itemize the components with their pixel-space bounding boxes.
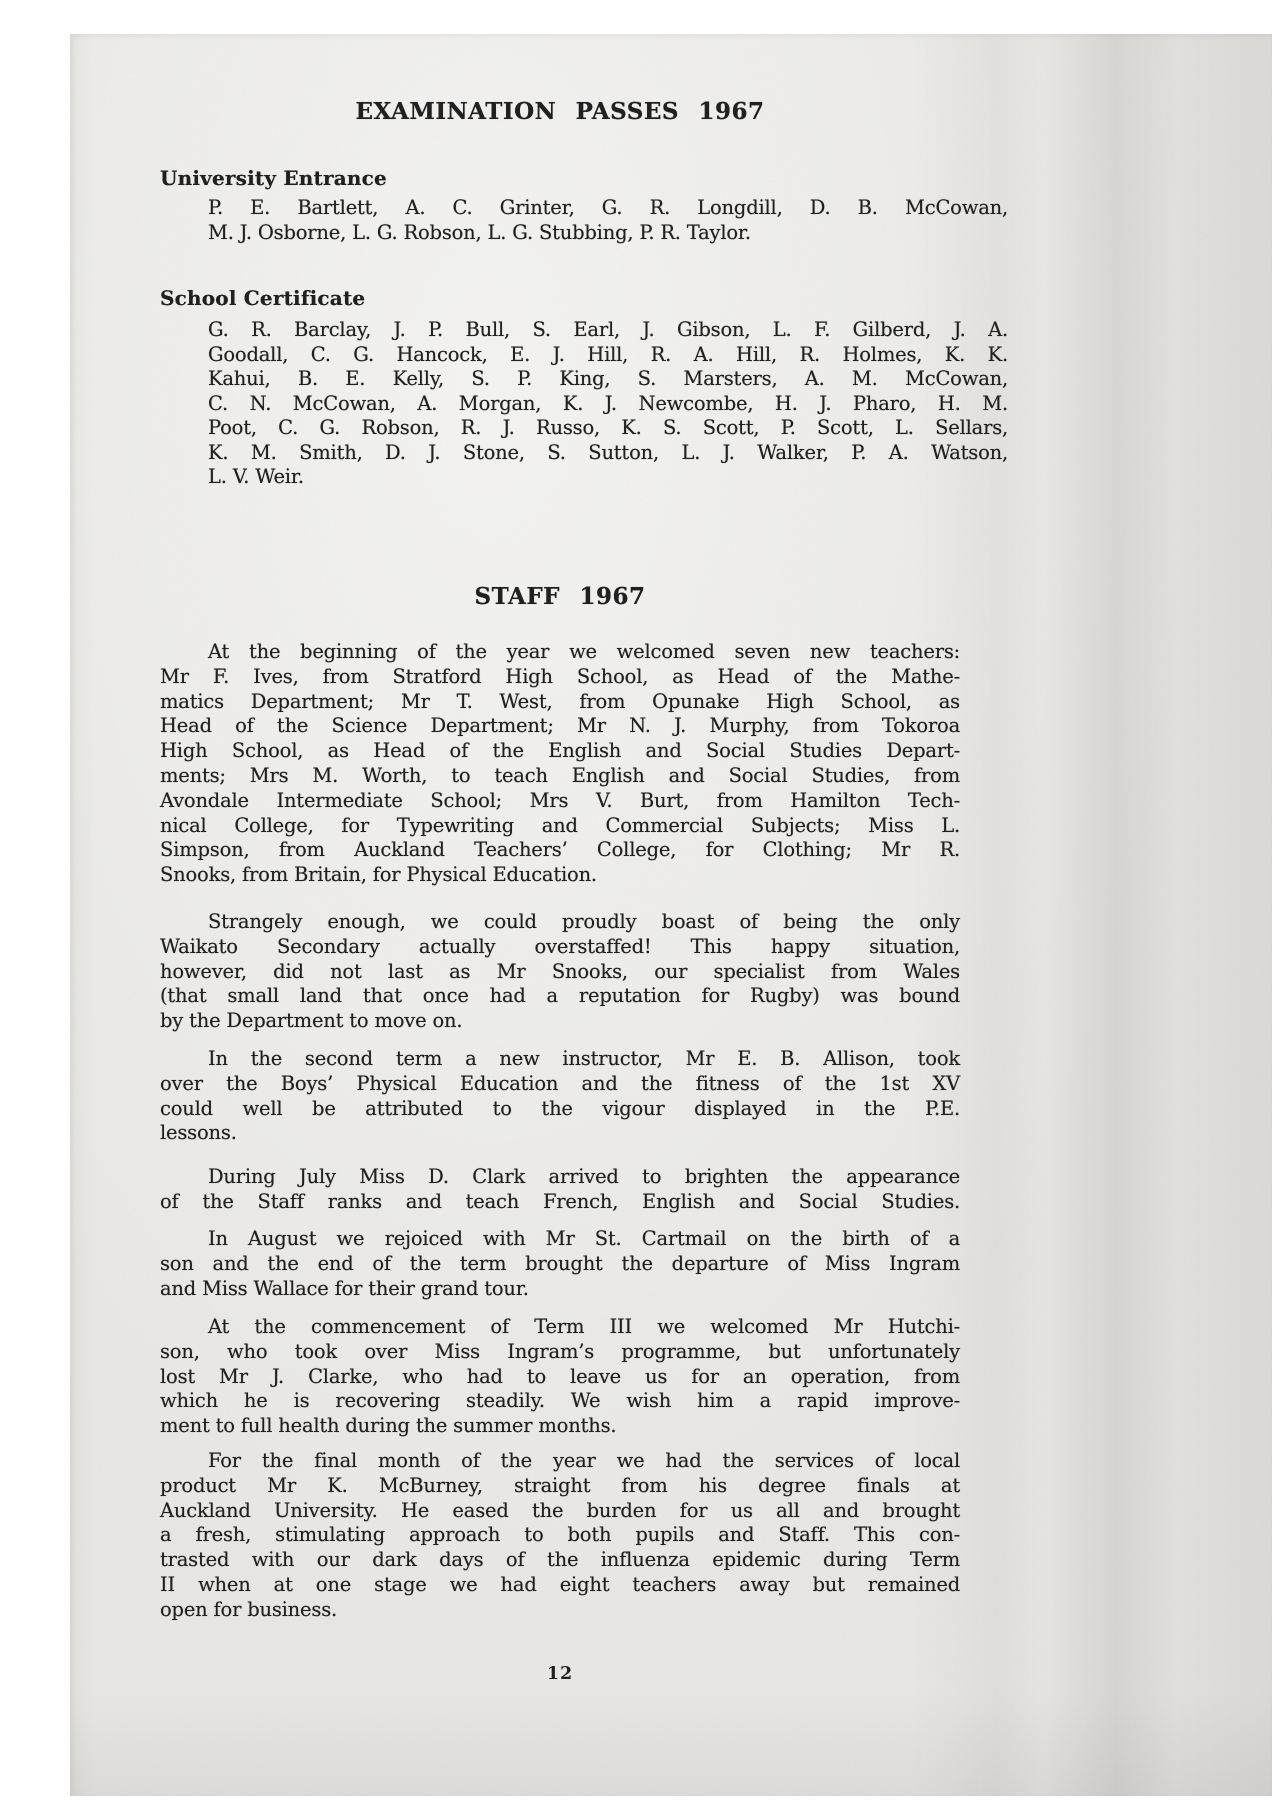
staff-paragraph-4 <box>160 1165 960 1215</box>
text-line: Poot, C. G. Robson, R. J. Russo, K. S. Scott, P. Scott, L. Sellars, <box>208 416 1008 439</box>
text-line: P. E. Bartlett, A. C. Grinter, G. R. Longdill, D. B. McCowan, <box>208 196 1008 219</box>
text-line: II when at one stage we had eight teachers away but remained <box>160 1572 960 1596</box>
text-line: of the Staff ranks and teach French, English and Social Studies. <box>160 1189 960 1213</box>
text-line: Simpson, from Auckland Teachers’ College, for Clothing; Mr R. <box>160 838 960 862</box>
page-number: 12 <box>546 1664 574 1684</box>
text-line: over the Boys’ Physical Education and the fitness of the 1st XV <box>160 1071 960 1095</box>
staff-paragraph-3 <box>160 1047 960 1146</box>
text-line: could well be attributed to the vigour displayed in the P.E. <box>160 1096 960 1120</box>
text-line: product Mr K. McBurney, straight from his degree finals at <box>160 1473 960 1497</box>
staff-paragraph-5 <box>160 1227 960 1301</box>
text-line: Avondale Intermediate School; Mrs V. Burt, from Hamilton Tech- <box>160 788 960 812</box>
staff-title: STAFF 1967 <box>474 583 646 610</box>
text-line: L. V. Weir. <box>208 465 304 488</box>
staff-paragraph-6 <box>160 1315 960 1439</box>
school-certificate-names-list <box>160 318 1008 490</box>
text-line: M. J. Osborne, L. G. Robson, L. G. Stubbing, P. R. Taylor. <box>208 220 751 244</box>
text-line: nical College, for Typewriting and Commercial Subjects; Miss L. <box>160 813 960 837</box>
staff-paragraph-7 <box>160 1449 960 1623</box>
text-line: Snooks, from Britain, for Physical Education. <box>160 863 597 887</box>
text-line: son and the end of the term brought the departure of Miss Ingram <box>160 1251 960 1275</box>
text-line: During July Miss D. Clark arrived to brighten the appearance <box>208 1165 960 1188</box>
text-line: K. M. Smith, D. J. Stone, S. Sutton, L. J. Walker, P. A. Watson, <box>208 440 1008 464</box>
text-line: ment to full health during the summer months. <box>160 1414 617 1438</box>
text-line: lost Mr J. Clarke, who had to leave us for an operation, from <box>160 1364 960 1388</box>
text-line: (that small land that once had a reputation for Rugby) was bound <box>160 984 960 1008</box>
text-line: open for business. <box>160 1597 337 1621</box>
text-line: Strangely enough, we could proudly boast of being the only <box>208 910 960 933</box>
text-line: Mr F. Ives, from Stratford High School, as Head of the Mathe- <box>160 664 960 688</box>
text-line: son, who took over Miss Ingram’s programme, but unfortunately <box>160 1339 960 1363</box>
text-line: G. R. Barclay, J. P. Bull, S. Earl, J. Gibson, L. F. Gilberd, J. A. <box>208 318 1008 341</box>
text-line: High School, as Head of the English and Social Studies Depart- <box>160 739 960 763</box>
text-line: C. N. McCowan, A. Morgan, K. J. Newcombe, H. J. Pharo, H. M. <box>208 391 1008 415</box>
text-line: a fresh, stimulating approach to both pupils and Staff. This con- <box>160 1523 960 1547</box>
text-line: lessons. <box>160 1121 237 1145</box>
text-line: In August we rejoiced with Mr St. Cartmail on the birth of a <box>208 1227 960 1250</box>
text-line: matics Department; Mr T. West, from Opunake High School, as <box>160 689 960 713</box>
text-line: however, did not last as Mr Snooks, our specialist from Wales <box>160 959 960 983</box>
text-line: At the beginning of the year we welcomed seven new teachers: <box>208 640 960 663</box>
university-entrance-names-list <box>160 196 1008 245</box>
text-line: Kahui, B. E. Kelly, S. P. King, S. Marsters, A. M. McCowan, <box>208 367 1008 390</box>
staff-paragraph-1 <box>160 640 960 888</box>
text-line: Goodall, C. G. Hancock, E. J. Hill, R. A. Hill, R. Holmes, K. K. <box>208 342 1008 366</box>
section-heading-school-certificate: School Certificate <box>160 286 366 310</box>
scanned-page <box>70 34 1272 1796</box>
text-line: by the Department to move on. <box>160 1009 463 1033</box>
text-line: trasted with our dark days of the influenza epidemic during Term <box>160 1548 960 1572</box>
text-line: Head of the Science Department; Mr N. J. Murphy, from Tokoroa <box>160 714 960 738</box>
text-line: At the commencement of Term III we welcomed Mr Hutchi- <box>208 1315 960 1338</box>
text-line: Waikato Secondary actually overstaffed! This happy situation, <box>160 934 960 958</box>
section-heading-university-entrance: University Entrance <box>160 166 387 190</box>
staff-paragraph-2 <box>160 910 960 1034</box>
exam-passes-title: EXAMINATION PASSES 1967 <box>355 98 765 125</box>
text-line: Auckland University. He eased the burden for us all and brought <box>160 1498 960 1522</box>
text-line: which he is recovering steadily. We wish him a rapid improve- <box>160 1389 960 1413</box>
text-line: In the second term a new instructor, Mr E. B. Allison, took <box>208 1047 960 1070</box>
text-line: and Miss Wallace for their grand tour. <box>160 1276 529 1300</box>
text-line: ments; Mrs M. Worth, to teach English and Social Studies, from <box>160 763 960 787</box>
text-line: For the final month of the year we had the services of local <box>208 1449 960 1472</box>
